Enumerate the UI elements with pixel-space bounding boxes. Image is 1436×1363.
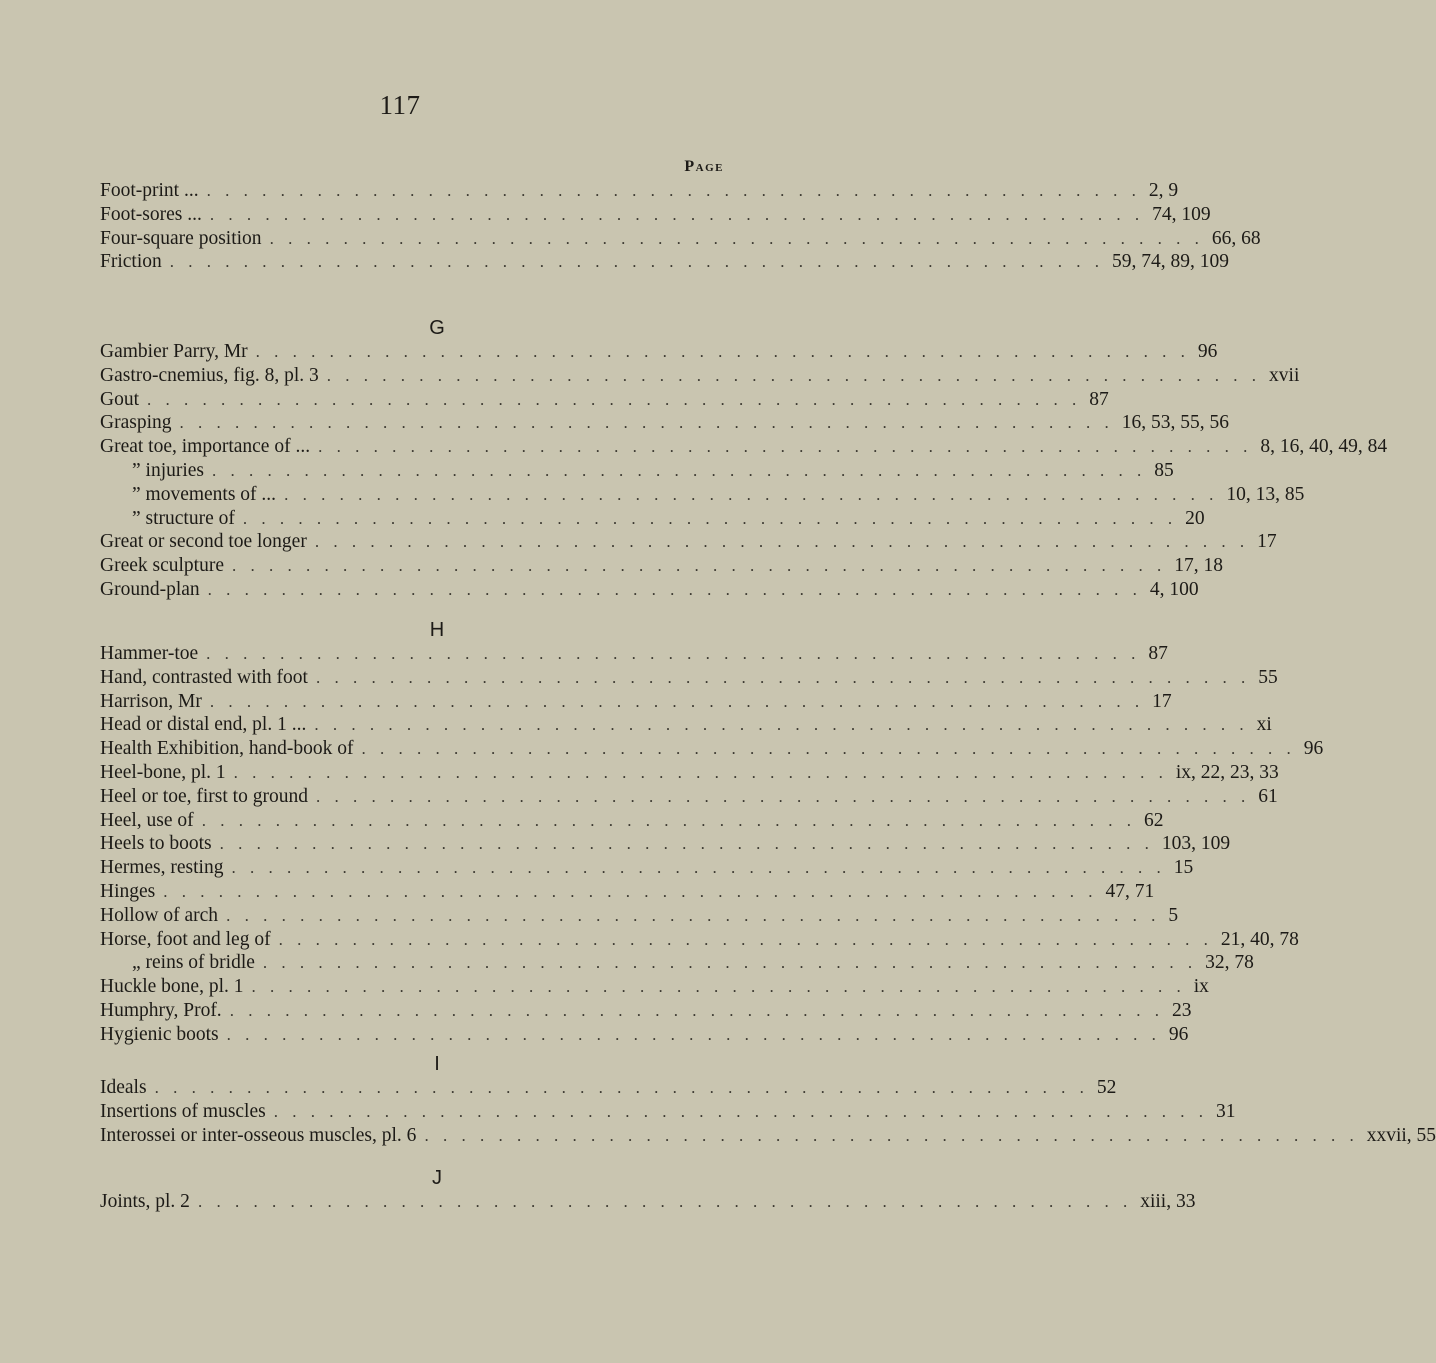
page-column-header: Page [684, 158, 724, 175]
entry-term: Health Exhibition, hand-book of [100, 738, 354, 760]
index-entry [100, 1100, 1236, 1125]
entry-term: Four-square position [100, 227, 262, 249]
entry-pages: 66, 68 [1211, 227, 1261, 249]
entry-term: Gout [100, 388, 139, 410]
leader-dots: . . . . . . . . . . . . . . . . . . . . . . . . . . . . . . . . . . . . . . . . . . . . . . . . . . . [229, 1000, 1164, 1020]
leader-dots: . . . . . . . . . . . . . . . . . . . . . . . . . . . . . . . . . . . . . . . . . . . . . . . . . . . [226, 1024, 1161, 1044]
entry-pages: 2, 9 [1148, 180, 1179, 201]
entry-pages: 10, 13, 85 [1226, 483, 1305, 505]
leader-dots: . . . . . . . . . . . . . . . . . . . . . . . . . . . . . . . . . . . . . . . . . . . . . . . . . . . [219, 834, 1154, 854]
index-entry [100, 578, 1199, 603]
index-entry [100, 880, 1155, 905]
entry-pages: 23 [1171, 999, 1192, 1021]
index-entry [100, 227, 1261, 252]
entry-pages: 32, 78 [1205, 952, 1254, 974]
entry-term: Heel-bone, pl. 1 [100, 761, 226, 783]
entry-term: Hollow of arch [100, 904, 219, 926]
leader-dots: . . . . . . . . . . . . . . . . . . . . . . . . . . . . . . . . . . . . . . . . . . . . . . . . . . . [163, 881, 1098, 901]
entry-term: ” movements of ... [132, 483, 277, 505]
index-entry [100, 928, 1299, 953]
entry-term: Greek sculpture [100, 555, 224, 577]
index-entry [100, 1023, 1189, 1048]
section-letter: H [429, 619, 445, 641]
entry-term: Hermes, resting [100, 857, 224, 879]
leader-dots: . . . . . . . . . . . . . . . . . . . . . . . . . . . . . . . . . . . . . . . . . . . . . . . . . . . [232, 556, 1167, 576]
index-entry [100, 341, 1218, 365]
entry-pages: 59, 74, 89, 109 [1112, 251, 1229, 273]
index-entry [100, 809, 1164, 834]
leader-dots: . . . . . . . . . . . . . . . . . . . . . . . . . . . . . . . . . . . . . . . . . . . . . . . . . . . [273, 1101, 1208, 1121]
index-entry [100, 666, 1278, 691]
leader-dots: . . . . . . . . . . . . . . . . . . . . . . . . . . . . . . . . . . . . . . . . . . . . . . . . . . . [169, 252, 1104, 272]
entry-term: Hinges [100, 880, 156, 902]
entry-pages: 61 [1258, 785, 1278, 807]
entry-pages: 55 [1258, 666, 1278, 688]
index-entry [100, 761, 1279, 786]
leader-dots: . . . . . . . . . . . . . . . . . . . . . . . . . . . . . . . . . . . . . . . . . . . . . . . . . . . [326, 365, 1262, 385]
index-entry [100, 507, 1205, 532]
entry-term: Grasping [100, 412, 172, 434]
entry-pages: 17 [1152, 690, 1172, 712]
leader-dots: . . . . . . . . . . . . . . . . . . . . . . . . . . . . . . . . . . . . . . . . . . . . . . . . . . . [262, 953, 1198, 973]
leader-dots: . . . . . . . . . . . . . . . . . . . . . . . . . . . . . . . . . . . . . . . . . . . . . . . . . . . [209, 204, 1145, 224]
leader-dots: . . . . . . . . . . . . . . . . . . . . . . . . . . . . . . . . . . . . . . . . . . . . . . . . . . . [314, 715, 1249, 735]
entry-pages: 52 [1096, 1077, 1117, 1098]
section-letter: I [434, 1053, 440, 1075]
index-section [100, 1165, 1196, 1215]
entry-pages: 87 [1089, 388, 1109, 410]
index-entry [100, 412, 1229, 436]
entry-pages: 85 [1154, 459, 1174, 481]
index-entry [100, 952, 1254, 976]
leader-dots: . . . . . . . . . . . . . . . . . . . . . . . . . . . . . . . . . . . . . . . . . . . . . . . . . . . [206, 181, 1141, 200]
index-section [100, 315, 1388, 603]
index-entry [100, 459, 1174, 484]
index-entry [100, 203, 1211, 228]
entry-term: „ reins of bridle [132, 952, 255, 974]
index-entry [100, 251, 1229, 275]
index-entry [100, 738, 1324, 762]
leader-dots: . . . . . . . . . . . . . . . . . . . . . . . . . . . . . . . . . . . . . . . . . . . . . . . . . . . [154, 1078, 1089, 1097]
entry-term: Heel, use of [100, 809, 194, 831]
entry-pages: 5 [1168, 904, 1179, 926]
leader-dots: . . . . . . . . . . . . . . . . . . . . . . . . . . . . . . . . . . . . . . . . . . . . . . . . . . . [424, 1125, 1359, 1145]
entry-pages: 103, 109 [1161, 833, 1231, 855]
entry-pages: xiii, 33 [1140, 1191, 1196, 1212]
index-entry [100, 555, 1223, 579]
entry-term: Head or distal end, pl. 1 ... [100, 714, 307, 736]
entry-pages: 96 [1197, 341, 1218, 362]
entry-pages: 17 [1257, 531, 1277, 553]
section-letter: J [432, 1167, 442, 1189]
entry-term: Hygienic boots [100, 1023, 219, 1045]
index-entry [100, 1077, 1117, 1101]
index-entry [100, 714, 1272, 738]
entry-pages: 16, 53, 55, 56 [1121, 412, 1229, 434]
leader-dots: . . . . . . . . . . . . . . . . . . . . . . . . . . . . . . . . . . . . . . . . . . . . . . . . . . . [315, 786, 1251, 806]
entry-term: Great or second toe longer [100, 531, 307, 553]
entry-term: Huckle bone, pl. 1 [100, 976, 244, 998]
leader-dots: . . . . . . . . . . . . . . . . . . . . . . . . . . . . . . . . . . . . . . . . . . . . . . . . . . . [201, 810, 1136, 830]
leader-dots: . . . . . . . . . . . . . . . . . . . . . . . . . . . . . . . . . . . . . . . . . . . . . . . . . . . [251, 977, 1186, 997]
entry-term: Ideals [100, 1077, 147, 1098]
entry-term: Foot-print ... [100, 180, 199, 201]
entry-term: Heel or toe, first to ground [100, 785, 308, 807]
entry-term: Hammer-toe [100, 643, 199, 664]
leader-dots: . . . . . . . . . . . . . . . . . . . . . . . . . . . . . . . . . . . . . . . . . . . . . . . . . . . [242, 508, 1178, 528]
entry-pages: 8, 16, 40, 49, 84 [1260, 436, 1388, 458]
leader-dots: . . . . . . . . . . . . . . . . . . . . . . . . . . . . . . . . . . . . . . . . . . . . . . . . . . . [207, 579, 1142, 599]
index-entry [100, 531, 1277, 555]
index-entry [100, 976, 1209, 1000]
index-entry [100, 904, 1179, 929]
leader-dots: . . . . . . . . . . . . . . . . . . . . . . . . . . . . . . . . . . . . . . . . . . . . . . . . . . . [255, 342, 1190, 361]
entry-pages: 96 [1303, 738, 1324, 760]
leader-dots: . . . . . . . . . . . . . . . . . . . . . . . . . . . . . . . . . . . . . . . . . . . . . . . . . . . [209, 691, 1145, 711]
leader-dots: . . . . . . . . . . . . . . . . . . . . . . . . . . . . . . . . . . . . . . . . . . . . . . . . . . . [315, 667, 1251, 687]
index-section [100, 617, 1324, 1048]
index-entry [100, 690, 1172, 715]
entry-pages: 20 [1185, 507, 1205, 529]
entry-term: ” injuries [132, 459, 205, 481]
entry-pages: 96 [1168, 1023, 1189, 1045]
entry-pages: 47, 71 [1105, 880, 1155, 902]
leader-dots: . . . . . . . . . . . . . . . . . . . . . . . . . . . . . . . . . . . . . . . . . . . . . . . . . . . [206, 644, 1141, 663]
entry-pages: ix [1193, 976, 1209, 998]
entry-pages: xi [1256, 714, 1272, 736]
index-entry [100, 180, 1179, 204]
entry-pages: 87 [1148, 643, 1168, 664]
index-entry [100, 833, 1231, 857]
page-number: 117 [379, 90, 421, 120]
index-entry [100, 364, 1300, 389]
entry-pages: 17, 18 [1174, 555, 1223, 577]
entry-term: Gastro-cnemius, fig. 8, pl. 3 [100, 364, 319, 386]
entry-pages: 4, 100 [1149, 578, 1199, 600]
entry-term: Interossei or inter-osseous muscles, pl. 6 [100, 1124, 417, 1146]
index-entry [100, 436, 1388, 460]
index-entry [100, 388, 1109, 413]
entry-pages: ix, 22, 23, 33 [1175, 761, 1279, 783]
entry-term: ” structure of [132, 507, 235, 529]
leader-dots: . . . . . . . . . . . . . . . . . . . . . . . . . . . . . . . . . . . . . . . . . . . . . . . . . . . [231, 858, 1166, 878]
entry-term: Great toe, importance of ... [100, 436, 311, 458]
entry-pages: 21, 40, 78 [1220, 928, 1299, 950]
leader-dots: . . . . . . . . . . . . . . . . . . . . . . . . . . . . . . . . . . . . . . . . . . . . . . . . . . . [269, 228, 1204, 248]
entry-pages: xxvii, 55 [1366, 1124, 1436, 1146]
entry-term: Gambier Parry, Mr [100, 341, 248, 362]
index-entry [100, 785, 1278, 810]
entry-term: Hand, contrasted with foot [100, 666, 308, 688]
index-section [100, 1051, 1436, 1148]
index-entry [100, 643, 1168, 667]
leader-dots: . . . . . . . . . . . . . . . . . . . . . . . . . . . . . . . . . . . . . . . . . . . . . . . . . . . [314, 532, 1250, 552]
entry-term: Ground-plan [100, 578, 200, 600]
entry-pages: 74, 109 [1152, 203, 1211, 225]
index-entry [100, 1124, 1436, 1149]
leader-dots: . . . . . . . . . . . . . . . . . . . . . . . . . . . . . . . . . . . . . . . . . . . . . . . . . . . [278, 929, 1213, 949]
section-letter: G [429, 317, 445, 339]
leader-dots: . . . . . . . . . . . . . . . . . . . . . . . . . . . . . . . . . . . . . . . . . . . . . . . . . . . [226, 905, 1161, 925]
entry-pages: 15 [1173, 857, 1194, 879]
index-section [100, 180, 1261, 275]
entry-term: Friction [100, 251, 162, 273]
index-entry [100, 1191, 1196, 1215]
entry-term: Heels to boots [100, 833, 212, 855]
index-entry [100, 483, 1305, 508]
index-entry [100, 857, 1194, 881]
leader-dots: . . . . . . . . . . . . . . . . . . . . . . . . . . . . . . . . . . . . . . . . . . . . . . . . . . . [284, 484, 1219, 504]
leader-dots: . . . . . . . . . . . . . . . . . . . . . . . . . . . . . . . . . . . . . . . . . . . . . . . . . . . [212, 460, 1147, 480]
entry-term: Harrison, Mr [100, 690, 202, 712]
entry-pages: 62 [1143, 809, 1164, 831]
leader-dots: . . . . . . . . . . . . . . . . . . . . . . . . . . . . . . . . . . . . . . . . . . . . . . . . . . . [197, 1192, 1133, 1211]
leader-dots: . . . . . . . . . . . . . . . . . . . . . . . . . . . . . . . . . . . . . . . . . . . . . . . . . . . [318, 437, 1253, 457]
leader-dots: . . . . . . . . . . . . . . . . . . . . . . . . . . . . . . . . . . . . . . . . . . . . . . . . . . . [179, 413, 1114, 433]
entry-pages: xvii [1269, 364, 1300, 386]
leader-dots: . . . . . . . . . . . . . . . . . . . . . . . . . . . . . . . . . . . . . . . . . . . . . . . . . . . [147, 389, 1082, 409]
entry-term: Insertions of muscles [100, 1100, 266, 1122]
index-entry [100, 999, 1192, 1024]
entry-pages: 31 [1215, 1100, 1236, 1122]
entry-term: Foot-sores ... [100, 203, 202, 225]
leader-dots: . . . . . . . . . . . . . . . . . . . . . . . . . . . . . . . . . . . . . . . . . . . . . . . . . . . [361, 739, 1296, 759]
entry-term: Joints, pl. 2 [100, 1191, 190, 1212]
leader-dots: . . . . . . . . . . . . . . . . . . . . . . . . . . . . . . . . . . . . . . . . . . . . . . . . . . . [233, 762, 1168, 782]
entry-term: Humphry, Prof. [100, 999, 222, 1021]
entry-term: Horse, foot and leg of [100, 928, 271, 950]
